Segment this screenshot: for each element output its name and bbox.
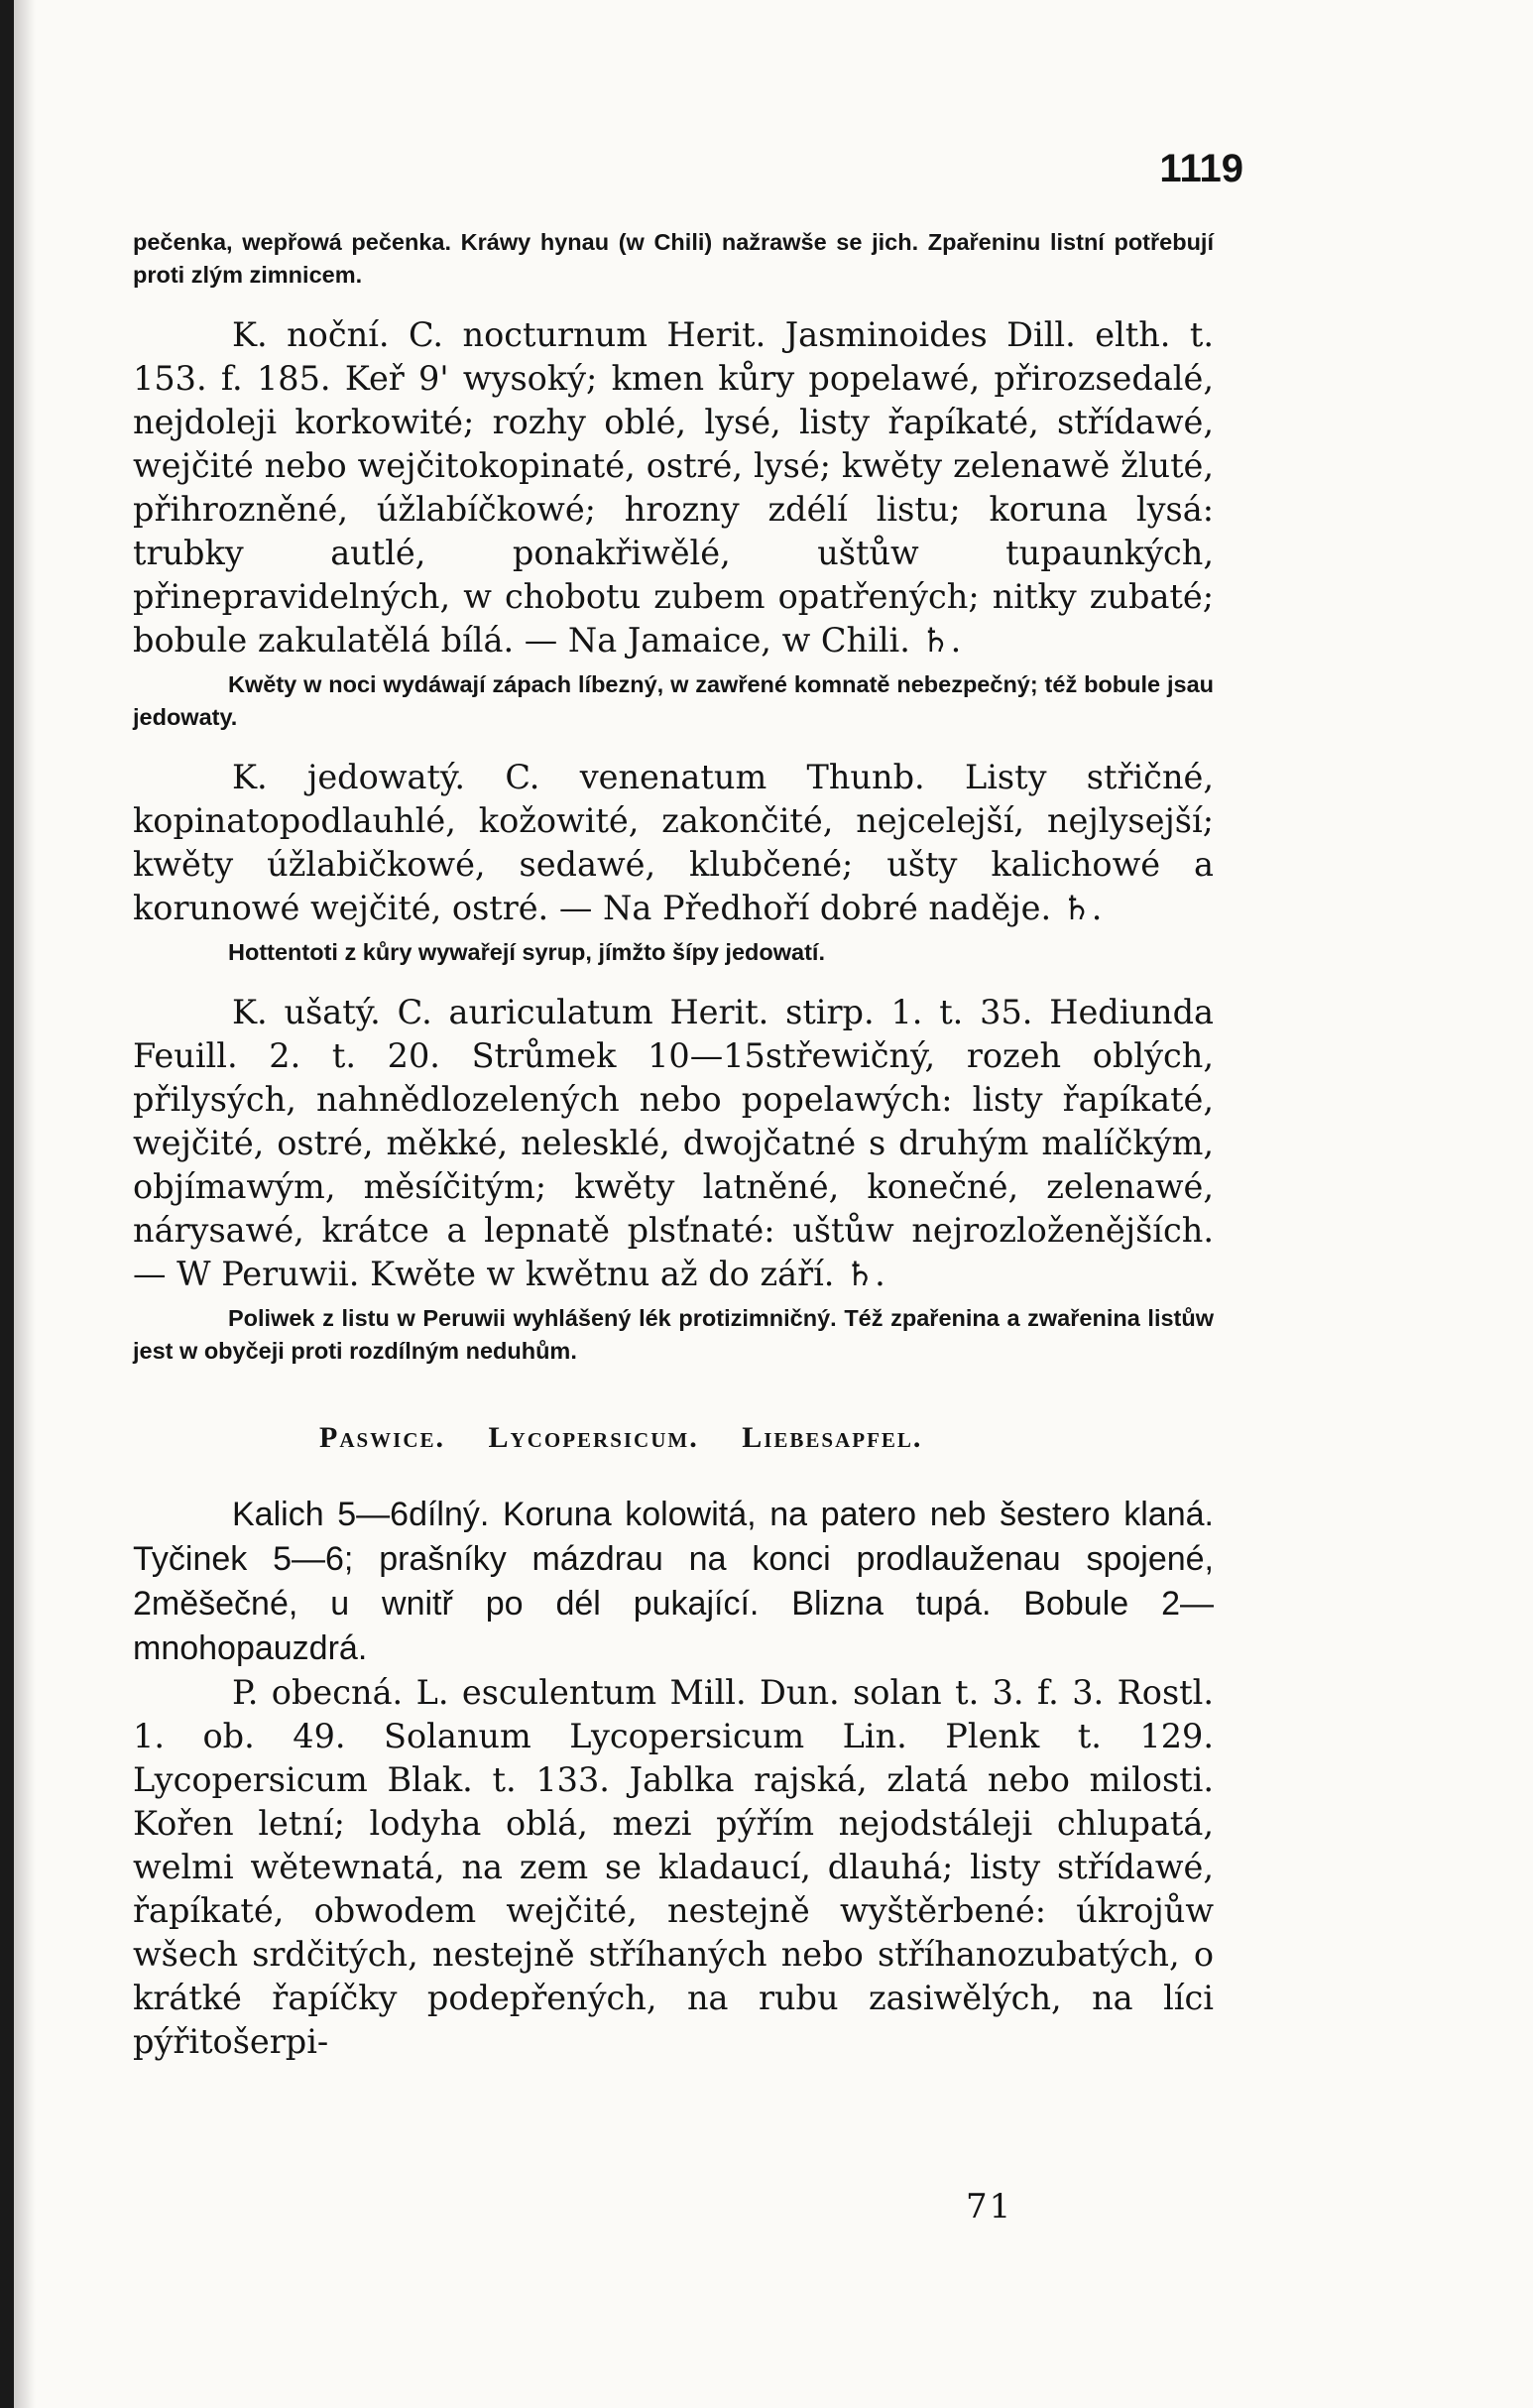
species-entry-venenatum: K. jedowatý. C. venenatum Thunb. Listy střičné, kopinatopodlauhlé, kožowité, zakončité, nejcelejší, nejlysejší; kwěty úžlabičkowé, sedawé, klubčené; ušty kalichowé a korunowé wejčité, ostré. — Na Předhoří dobré naděje. ♄. xyxy=(133,758,1214,927)
binding-shadow xyxy=(14,0,36,2408)
note-paragraph: Poliwek z listu w Peruwii wyhlášený lék protizimničný. Též zpařenina a zwařenina listůw jest w obyčeji proti rozdílným neduhům. xyxy=(133,1305,1214,1364)
signature-mark: 71 xyxy=(966,2187,1013,2227)
note-paragraph: pečenka, wepřowá pečenka. Kráwy hynau (w Chili) nažrawše se jich. Zpařeninu listní potřebují proti zlým zimnicem. xyxy=(133,229,1214,288)
species-entry-auriculatum: K. ušatý. C. auriculatum Herit. stirp. 1. t. 35. Hediunda Feuill. 2. t. 20. Strůmek 10—15střewičný, rozeh oblých, přilysých, nahnědlozelených nebo popelawých: listy řapíkaté, wejčité, ostré, měkké, nelesklé, dwojčatné s druhým malíčkým, objímawým, měsíčitým; kwěty latněné, konečné, zelenawé, nárysawé, krátce a lepnatě plsťnaté: uštůw nejrozloženějších. — W Peruwii. Kwěte w kwětnu až do září. ♄. xyxy=(133,993,1214,1293)
page-text xyxy=(133,226,1214,2072)
page-number: 1119 xyxy=(1159,147,1243,190)
heading-latin: Lycopersicum. xyxy=(488,1421,699,1454)
note-paragraph: Hottentoti z kůry wywařejí syrup, jímžto šípy jedowatí. xyxy=(228,939,825,965)
section-heading xyxy=(319,1421,1214,1455)
species-entry-esculentum: P. obecná. L. esculentum Mill. Dun. solan t. 3. f. 3. Rostl. 1. ob. 49. Solanum Lycopersicum Lin. Plenk t. 129. Lycopersicum Blak. t. 133. Jablka rajská, zlatá nebo milosti. Kořen letní; lodyha oblá, mezi pýřím nejodstáleji chlupatá, welmi wětewnatá, na zem se kladaucí, dlauhá; listy střídawé, řapíkaté, obwodem wejčité, nestejně wyštěrbené: úkrojůw wšech srdčitých, nestejně stříhaných nebo stříhanozubatých, o krátké řapíčky podepřených, na rubu zasiwělých, na líci pýřitošerpi- xyxy=(133,1673,1214,2061)
note-paragraph: Kwěty w noci wydáwají zápach líbezný, w zawřené komnatě nebezpečný; též bobule jsau jedowaty. xyxy=(133,671,1214,730)
species-entry-nocturnum: K. noční. C. nocturnum Herit. Jasminoides Dill. elth. t. 153. f. 185. Keř 9' wysoký; kmen kůry popelawé, přirozsedalé, nejdoleji korkowité; rozhy oblé, lysé, listy řapíkaté, střídawé, wejčité nebo wejčitokopinaté, ostré, lysé; kwěty zelenawě žluté, přihrozněné, úžlabíčkowé; hrozny zdélí listu; koruna lysá: trubky autlé, ponakřiwělé, uštůw tupaunkých, přinepravidelných, w chobotu zubem opatřených; nitky zubaté; bobule zakulatělá bílá. — Na Jamaice, w Chili. ♄. xyxy=(133,315,1214,660)
heading-german: Liebesapfel. xyxy=(742,1421,923,1454)
heading-czech: Paswice. xyxy=(319,1421,446,1454)
genus-description: Kalich 5—6dílný. Koruna kolowitá, na patero neb šestero klaná. Tyčinek 5—6; prašníky mázdrau na konci prodlauženau spojené, 2měšečné, u wnitř po dél pukající. Blizna tupá. Bobule 2— mnohopauzdrá. xyxy=(133,1496,1214,1667)
